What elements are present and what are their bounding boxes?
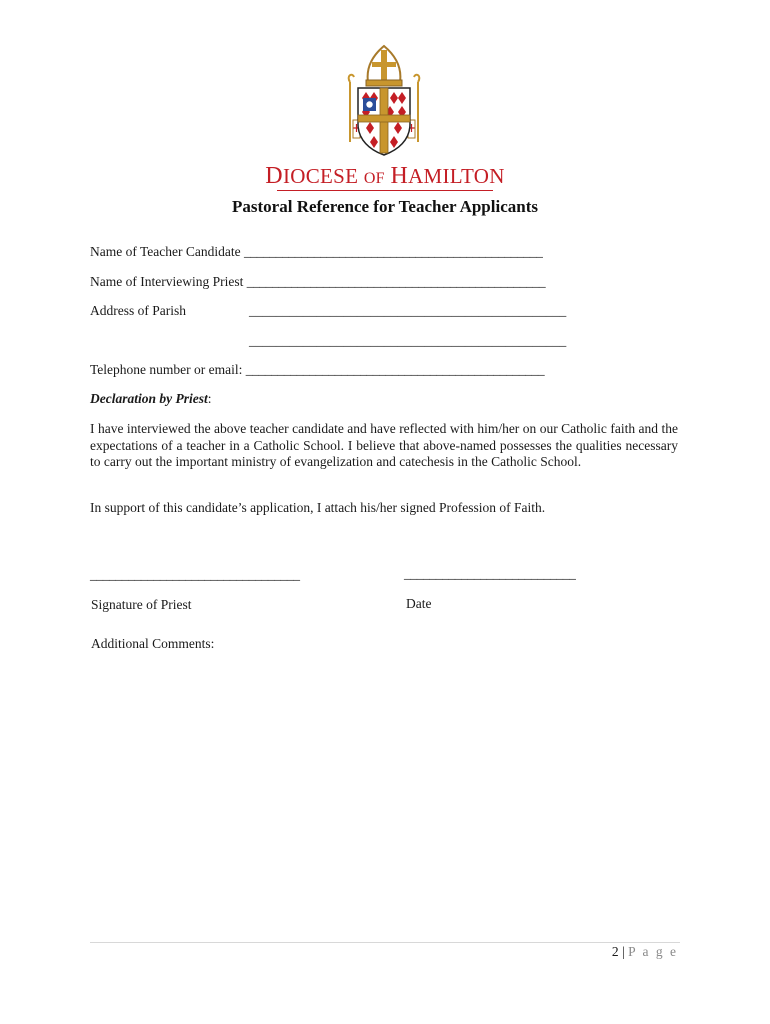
contact-field[interactable] bbox=[90, 362, 544, 378]
contact-label: Telephone number or email: bbox=[90, 362, 243, 377]
declaration-paragraph: I have interviewed the above teacher candidate and have reflected with him/her on our Catholic faith and the expectations of a teacher in a Catholic School. I believe that above-named possesses the qualities necessary to carry out the important ministry of evangelization and catechesis in the Catholic School. bbox=[90, 421, 678, 469]
contact-blank[interactable]: _______________________________________________ bbox=[245, 362, 545, 377]
org-initial-d: D bbox=[265, 163, 283, 189]
priest-name-field[interactable] bbox=[90, 274, 545, 290]
page-footer bbox=[612, 944, 678, 960]
date-label: Date bbox=[406, 596, 432, 611]
candidate-name-blank[interactable]: _______________________________________________ bbox=[243, 244, 543, 259]
org-word-iocese: IOCESE bbox=[282, 164, 359, 188]
organization-name bbox=[0, 163, 770, 190]
org-word-of: OF bbox=[363, 170, 385, 187]
footer-divider bbox=[90, 942, 680, 943]
page-number: 2 bbox=[611, 944, 619, 959]
declaration-heading-colon: : bbox=[207, 391, 212, 406]
page-word: P a g e bbox=[628, 944, 678, 959]
priest-name-blank[interactable]: _______________________________________________ bbox=[246, 274, 546, 289]
org-initial-h: H bbox=[390, 163, 409, 189]
document-title: Pastoral Reference for Teacher Applicants bbox=[232, 197, 538, 216]
declaration-heading-text: Declaration by Priest bbox=[90, 391, 208, 406]
additional-comments-label: Additional Comments: bbox=[91, 636, 215, 651]
priest-signature-label: Signature of Priest bbox=[91, 597, 192, 612]
parish-address-blank-2[interactable]: _______________________________________________ bbox=[249, 333, 567, 348]
priest-name-label: Name of Interviewing Priest bbox=[90, 274, 244, 289]
diocesan-crest-icon bbox=[344, 42, 424, 160]
date-line[interactable]: ___________________________ bbox=[404, 566, 576, 581]
candidate-name-label: Name of Teacher Candidate bbox=[90, 244, 241, 259]
support-statement: In support of this candidate’s application, I attach his/her signed Profession of Faith. bbox=[90, 500, 546, 515]
org-word-amilton: AMILTON bbox=[408, 164, 505, 188]
parish-address-label: Address of Parish bbox=[90, 303, 186, 318]
priest-signature-line[interactable]: _________________________________ bbox=[90, 567, 300, 582]
declaration-heading bbox=[90, 391, 212, 407]
parish-address-blank-1[interactable]: _______________________________________________ bbox=[249, 303, 567, 318]
organization-underline bbox=[277, 190, 493, 191]
page-separator: | bbox=[622, 944, 625, 959]
candidate-name-field[interactable] bbox=[90, 244, 542, 260]
